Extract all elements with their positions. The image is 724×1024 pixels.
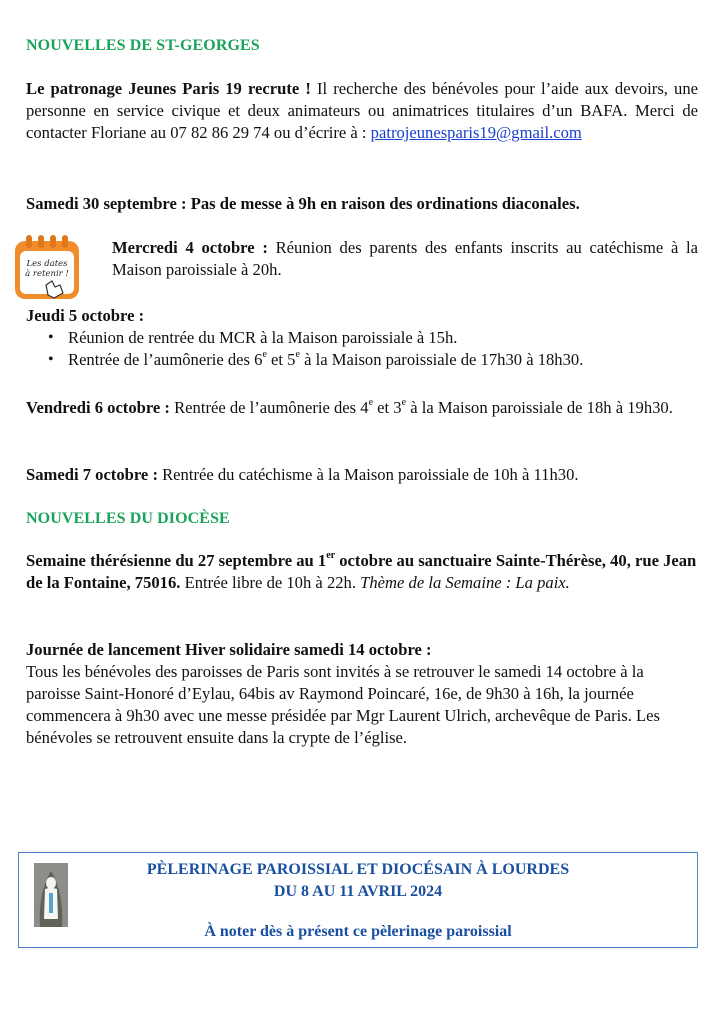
patronage-title: Le patronage Jeunes Paris 19 recrute ! xyxy=(26,79,311,98)
section-heading-stgeorges: NOUVELLES DE ST-GEORGES xyxy=(26,37,260,54)
samedi-7-paragraph xyxy=(26,464,698,486)
jeudi-heading: Jeudi 5 octobre : xyxy=(26,306,145,325)
section-heading-diocese: NOUVELLES DU DIOCÈSE xyxy=(26,510,230,527)
lourdes-note: À noter dès à présent ce pèlerinage paroissial xyxy=(204,923,512,940)
calendar-icon xyxy=(12,233,84,303)
patronage-email-link[interactable]: patrojeunesparis19@gmail.com xyxy=(370,123,582,142)
hiver-heading: Journée de lancement Hiver solidaire samedi 14 octobre : xyxy=(26,640,432,659)
vendredi-title: Vendredi 6 octobre : xyxy=(26,398,170,417)
mercredi-text: Réunion des parents des enfants inscrits au catéchisme à la Maison paroissiale à 20h. xyxy=(112,238,699,279)
jeudi-list xyxy=(26,327,698,371)
lourdes-statue-icon xyxy=(34,863,68,927)
vendredi-paragraph: Vendredi 6 octobre : Rentrée de l’aumônerie des 4e et 3e à la Maison paroissiale de 18h à 19h30. xyxy=(26,397,673,417)
samedi-30-notice: Samedi 30 septembre : Pas de messe à 9h en raison des ordinations diaconales. xyxy=(26,194,580,213)
mercredi-paragraph xyxy=(112,237,698,281)
hiver-text: Tous les bénévoles des paroisses de Paris sont invités à se retrouver le samedi 14 octobre à la paroisse Saint-Honoré d’Eylau, 64bis av Raymond Poincaré, 16e, de 9h30 à 16h, la journée commencera à 9h30 avec une messe présidée par Mgr Laurent Ulrich, archevêque de Paris. Les bénévoles se retrouvent ensuite dans la crypte de l’église. xyxy=(26,662,660,747)
hiver-solidaire-block xyxy=(26,639,698,749)
patronage-paragraph xyxy=(26,78,698,144)
calendar-label-2: à retenir ! xyxy=(25,269,69,279)
lourdes-announcement-box xyxy=(18,852,698,948)
semaine-theresienne-paragraph: Semaine thérésienne du 27 septembre au 1er octobre au sanctuaire Sainte-Thérèse, 40, rue Jean de la Fontaine, 75016. Entrée libre de 10h à 22h. Thème de la Semaine : La paix. xyxy=(26,550,697,592)
list-item: • Rentrée de l’aumônerie des 6e et 5e à la Maison paroissiale de 17h30 à 18h30. xyxy=(44,349,698,371)
samedi-7-title: Samedi 7 octobre : xyxy=(26,465,158,484)
calendar-label-1: Les dates xyxy=(26,259,68,269)
lourdes-title-line-1: PÈLERINAGE PAROISSIAL ET DIOCÉSAIN À LOURDES xyxy=(146,861,570,878)
jeudi-block xyxy=(26,305,698,371)
patronage-text: Il recherche des bénévoles pour l’aide aux devoirs, une personne en service civique et deux animateurs ou animatrices titulaires d’un BAFA. Merci de contacter Floriane au 07 82 86 29 74 ou d’écrire à : xyxy=(26,79,698,142)
mercredi-title: Mercredi 4 octobre : xyxy=(112,238,268,257)
lourdes-title-line-2: DU 8 AU 11 AVRIL 2024 xyxy=(273,883,443,900)
samedi-7-text: Rentrée du catéchisme à la Maison paroissiale de 10h à 11h30. xyxy=(157,465,579,484)
list-item: • Réunion de rentrée du MCR à la Maison paroissiale à 15h. xyxy=(44,327,698,349)
